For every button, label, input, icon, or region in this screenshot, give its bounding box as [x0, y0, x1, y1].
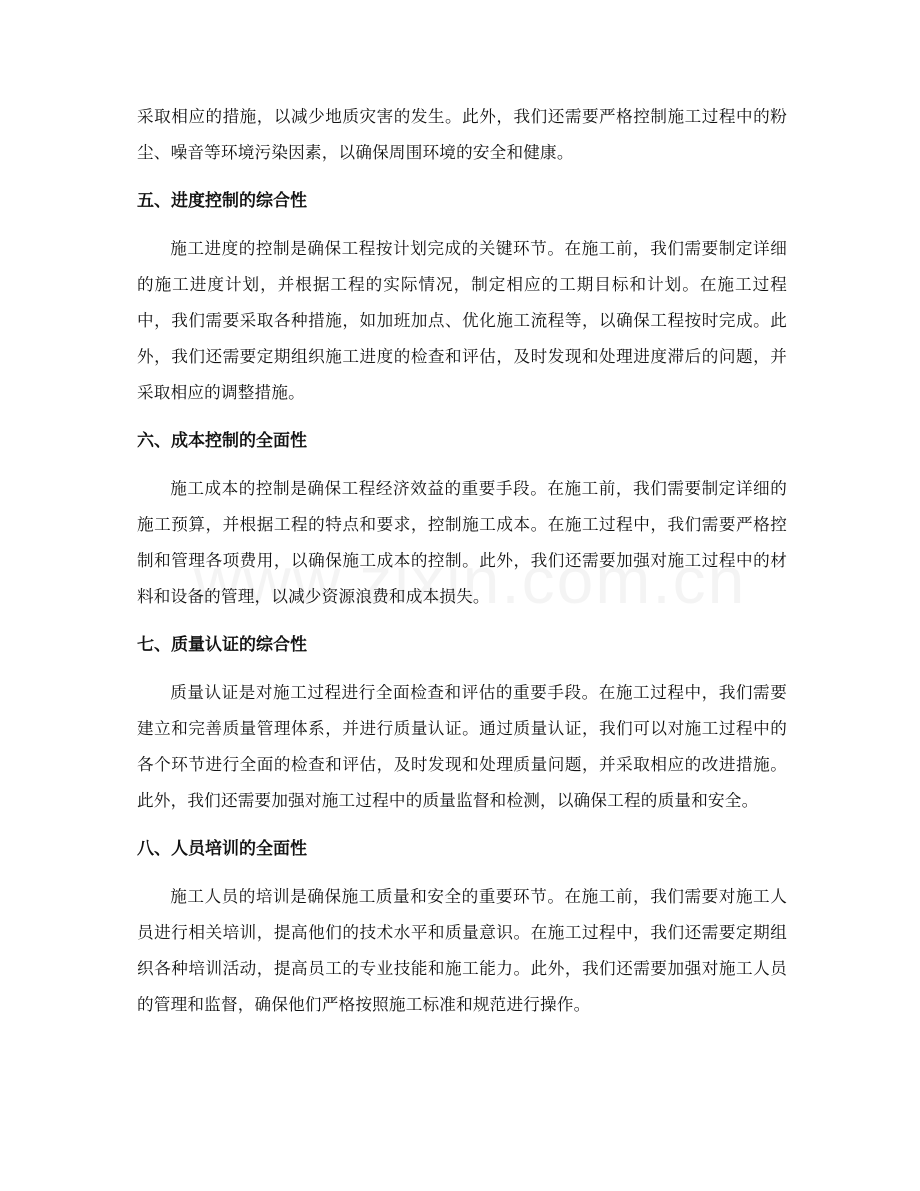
section-body-cost-control: 施工成本的控制是确保工程经济效益的重要手段。在施工前，我们需要制定详细的施工预算，并根据工程的特点和要求，控制施工成本。在施工过程中，我们需要严格控制和管理各项费用，以确保施工成本的控制。此外，我们还需要加强对施工过程中的材料和设备的管理，以减少资源浪费和成本损失。 — [137, 479, 787, 606]
document-body — [137, 99, 787, 1023]
section-heading-cost-control: 六、成本控制的全面性 — [137, 431, 307, 451]
section-heading-schedule-control: 五、进度控制的综合性 — [137, 191, 307, 211]
section-heading-staff-training: 八、人员培训的全面性 — [137, 839, 307, 859]
section-body-schedule-control: 施工进度的控制是确保工程按计划完成的关键环节。在施工前，我们需要制定详细的施工进度计划，并根据工程的实际情况，制定相应的工期目标和计划。在施工过程中，我们需要采取各种措施，如加班加点、优化施工流程等，以确保工程按时完成。此外，我们还需要定期组织施工进度的检查和评估，及时发现和处理进度滞后的问题，并采取相应的调整措施。 — [137, 239, 787, 402]
intro-paragraph: 采取相应的措施，以减少地质灾害的发生。此外，我们还需要严格控制施工过程中的粉尘、噪音等环境污染因素，以确保周围环境的安全和健康。 — [137, 107, 787, 162]
section-body-staff-training: 施工人员的培训是确保施工质量和安全的重要环节。在施工前，我们需要对施工人员进行相关培训，提高他们的技术水平和质量意识。在施工过程中，我们还需要定期组织各种培训活动，提高员工的专业技能和施工能力。此外，我们还需要加强对施工人员的管理和监督，确保他们严格按照施工标准和规范进行操作。 — [137, 887, 787, 1014]
section-body-quality-certification: 质量认证是对施工过程进行全面检查和评估的重要手段。在施工过程中，我们需要建立和完善质量管理体系，并进行质量认证。通过质量认证，我们可以对施工过程中的各个环节进行全面的检查和评估，及时发现和处理质量问题，并采取相应的改进措施。此外，我们还需要加强对施工过程中的质量监督和检测，以确保工程的质量和安全。 — [137, 683, 787, 810]
section-heading-quality-certification: 七、质量认证的综合性 — [137, 635, 307, 655]
